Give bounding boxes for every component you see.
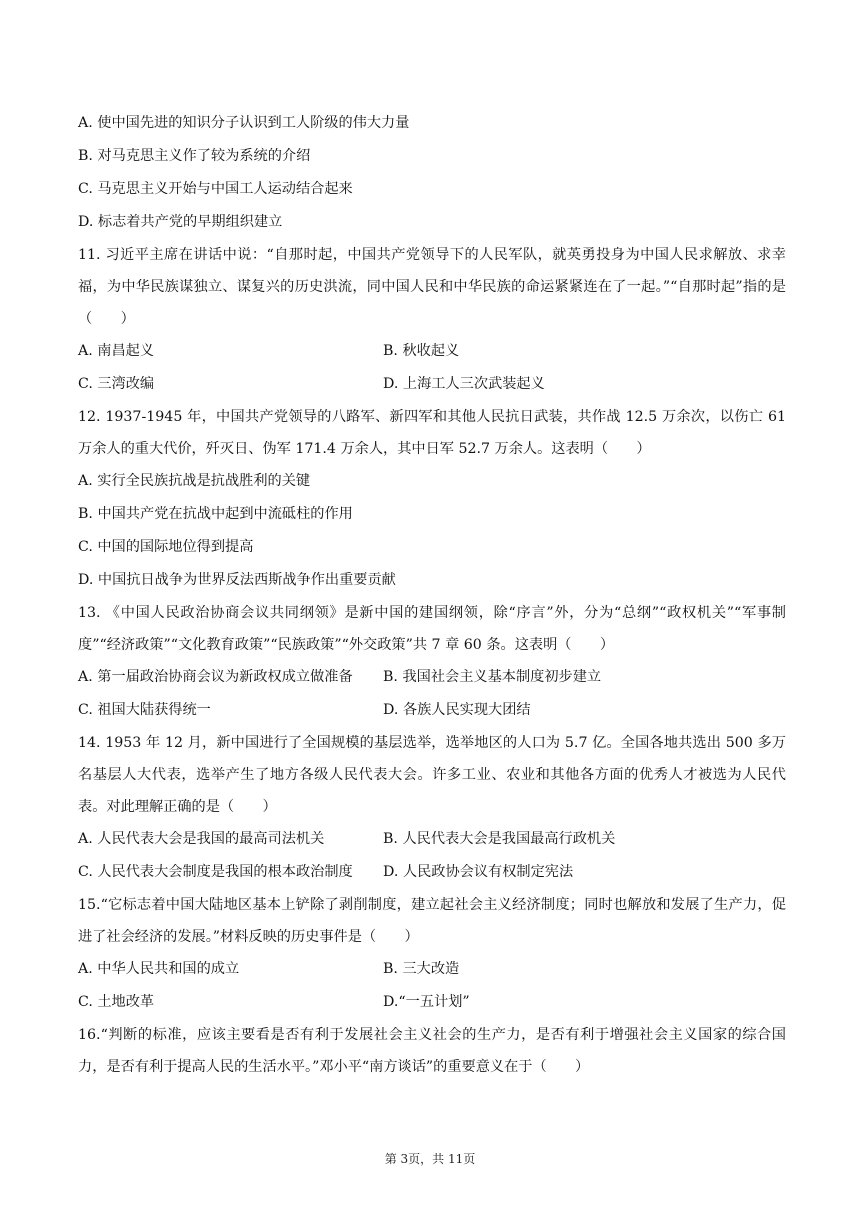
question-13-options-row-1 [78, 661, 786, 694]
q12-option-c: C. 中国的国际地位得到提高 [78, 539, 254, 555]
question-15-options-row-1 [78, 953, 786, 986]
option-b: B. 对马克思主义作了较为系统的介绍 [78, 148, 311, 164]
option-d: D. 标志着共产党的早期组织建立 [78, 214, 283, 230]
q13-option-d: D. 各族人民实现大团结 [383, 702, 531, 718]
q15-option-b: B. 三大改造 [383, 961, 460, 977]
page-footer: 第 3页，共 11页 [384, 1152, 476, 1166]
question-15-stem: 15.“它标志着中国大陆地区基本上铲除了剥削制度，建立起社会主义经济制度；同时也解放和发展了生产力，促进了社会经济的发展。”材料反映的历史事件是（ ） [78, 897, 786, 945]
q12-option-d: D. 中国抗日战争为世界反法西斯战争作出重要贡献 [78, 572, 396, 588]
q14-option-a: A. 人民代表大会是我国的最高司法机关 [78, 831, 325, 847]
q14-option-b: B. 人民代表大会是我国最高行政机关 [383, 831, 616, 847]
q11-option-a: A. 南昌起义 [78, 343, 155, 359]
question-11-options-row-2 [78, 368, 786, 401]
question-12-stem: 12. 1937-1945 年，中国共产党领导的八路军、新四军和其他人民抗日武装，共作战 12.5 万余次，以伤亡 61 万余人的重大代价，歼灭日、伪军 171.4 万余人，其中日军 52.7 万余人。这表明（ ） [78, 409, 786, 457]
question-13-stem: 13. 《中国人民政治协商会议共同纲领》是新中国的建国纲领，除“序言”外，分为“总纲”“政权机关”“军事制度”“经济政策”“文化教育政策”“民族政策”“外交政策”共 7 章 60 条。这表明（ ） [78, 605, 786, 653]
option-c: C. 马克思主义开始与中国工人运动结合起来 [78, 181, 353, 197]
option-a: A. 使中国先进的知识分子认识到工人阶级的伟大力量 [78, 115, 410, 131]
q15-option-a: A. 中华人民共和国的成立 [78, 961, 240, 977]
question-13-options-row-2 [78, 694, 786, 727]
q11-option-b: B. 秋收起义 [383, 343, 460, 359]
question-11-options-row-1 [78, 335, 786, 368]
q13-option-c: C. 祖国大陆获得统一 [78, 702, 211, 718]
q15-option-c: C. 土地改革 [78, 994, 155, 1010]
q15-option-d: D.“一五计划” [383, 994, 470, 1010]
q14-option-c: C. 人民代表大会制度是我国的根本政治制度 [78, 864, 353, 880]
question-14-options-row-1 [78, 823, 786, 856]
q11-option-d: D. 上海工人三次武装起义 [383, 376, 545, 392]
question-14-options-row-2 [78, 856, 786, 889]
exam-page [78, 107, 786, 1083]
q11-option-c: C. 三湾改编 [78, 376, 155, 392]
q14-option-d: D. 人民政协会议有权制定宪法 [383, 864, 574, 880]
question-14-stem: 14. 1953 年 12 月，新中国进行了全国规模的基层选举，选举地区的人口为 5.7 亿。全国各地共选出 500 多万名基层人大代表，选举产生了地方各级人民代表大会。许多工业、农业和其他各方面的优秀人才被选为人民代表。对此理解正确的是（ ） [78, 735, 786, 815]
q12-option-a: A. 实行全民族抗战是抗战胜利的关键 [78, 473, 311, 489]
q13-option-b: B. 我国社会主义基本制度初步建立 [383, 669, 602, 685]
q12-option-b: B. 中国共产党在抗战中起到中流砥柱的作用 [78, 506, 353, 522]
question-15-options-row-2 [78, 986, 786, 1019]
question-11-stem: 11. 习近平主席在讲话中说：“自那时起，中国共产党领导下的人民军队，就英勇投身为中国人民求解放、求幸福，为中华民族谋独立、谋复兴的历史洪流，同中国人民和中华民族的命运紧紧连在了一起。”“自那时起”指的是（ ） [78, 247, 786, 327]
q13-option-a: A. 第一届政治协商会议为新政权成立做准备 [78, 669, 353, 685]
question-16-stem: 16.“判断的标准，应该主要看是否有利于发展社会主义社会的生产力，是否有利于增强社会主义国家的综合国力，是否有利于提高人民的生活水平。”邓小平“南方谈话”的重要意义在于（ ） [78, 1027, 786, 1075]
